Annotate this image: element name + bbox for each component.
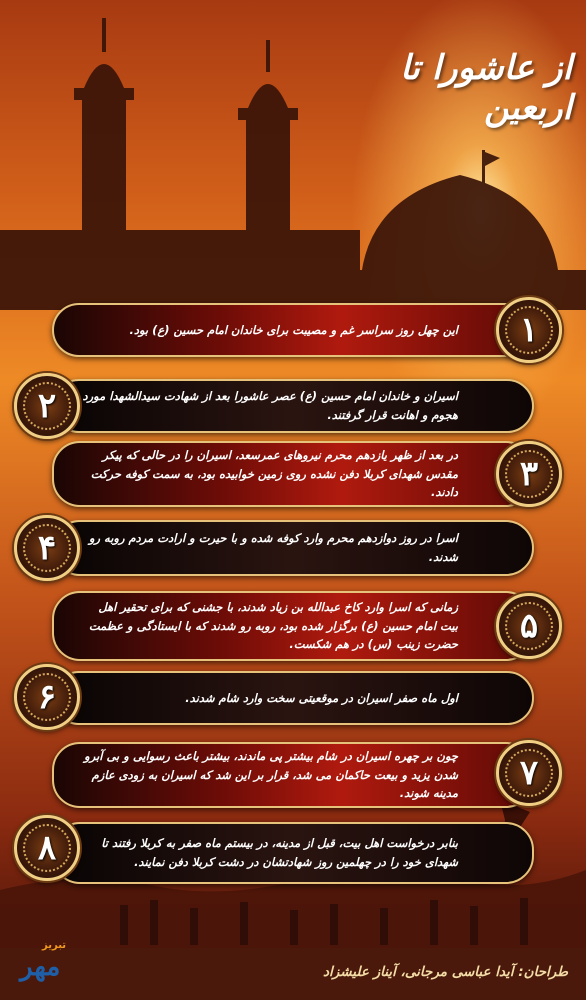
number-badge [14,664,80,730]
list-item [52,441,534,507]
item-number: ۲ [37,386,57,426]
number-badge [496,593,562,659]
page-title: از عاشورا تا اربعین [400,48,572,128]
number-badge [14,815,80,881]
list-item [52,822,534,884]
logo-wordmark: مهر [20,952,61,982]
item-text: اسرا در روز دوازدهم محرم وارد کوفه شده و با حیرت و ارادت مردم روبه رو شدند. [88,531,458,564]
item-number: ۸ [37,828,57,868]
item-number: ۶ [37,677,57,717]
item-text: بنابر درخواست اهل بیت، قبل از مدینه، در بیستم ماه صفر به کربلا رفتند تا شهدای خود را در چهلمین روز شهادتشان در دشت کربلا دفن نمایند. [101,836,458,869]
list-item [52,742,534,808]
item-number: ۱ [519,310,539,350]
item-number: ۵ [519,606,539,646]
list-item [52,671,534,725]
item-text: زمانی که اسرا وارد کاخ عبدالله بن زیاد شدند، با جشنی که برای تحقیر اهل بیت امام حسین (ع) برگزار شده بود، روبه رو شدند که با ایستادگی و عظمت حضرت زینب (س) در هم شکست. [88,599,458,652]
number-badge [496,297,562,363]
number-badge [14,515,80,581]
item-number: ۳ [519,454,539,494]
logo-subtitle: تبریز [42,940,67,951]
designer-credit: طراحان: آیدا عباسی مرجانی، آیناز علیشزاد [323,964,568,980]
list-item [52,520,534,576]
number-badge [496,740,562,806]
item-text: اسیران و خاندان امام حسین (ع) عصر عاشورا بعد از شهادت سیدالشهدا مورد هجوم و اهانت قرار گرفتند. [82,389,458,422]
list-item [52,303,534,357]
number-badge [14,373,80,439]
item-text: این چهل روز سراسر غم و مصیبت برای خاندان امام حسین (ع) بود. [129,322,458,337]
item-number: ۷ [519,753,539,793]
list-item [52,379,534,433]
number-badge [496,441,562,507]
item-text: در بعد از ظهر یازدهم محرم نیروهای عمرسعد، اسیران را در حالی که پیکر مقدس شهدای کربلا دفن نشده روی زمین خوابیده بود، به سمت کوفه حرکت دادند. [90,447,458,500]
item-text: اول ماه صفر اسیران در موقعیتی سخت وارد شام شدند. [185,690,458,705]
list-item [52,591,534,661]
item-text: چون بر چهره اسیران در شام بیشتر پی ماندند، بیشتر باعث رسوایی و بی آبرو شدن یزید و بیعت حاکمان می شد، قرار بر این شد که اسیران به زودی عازم مدینه شوند. [84,748,458,801]
item-number: ۴ [37,528,57,568]
